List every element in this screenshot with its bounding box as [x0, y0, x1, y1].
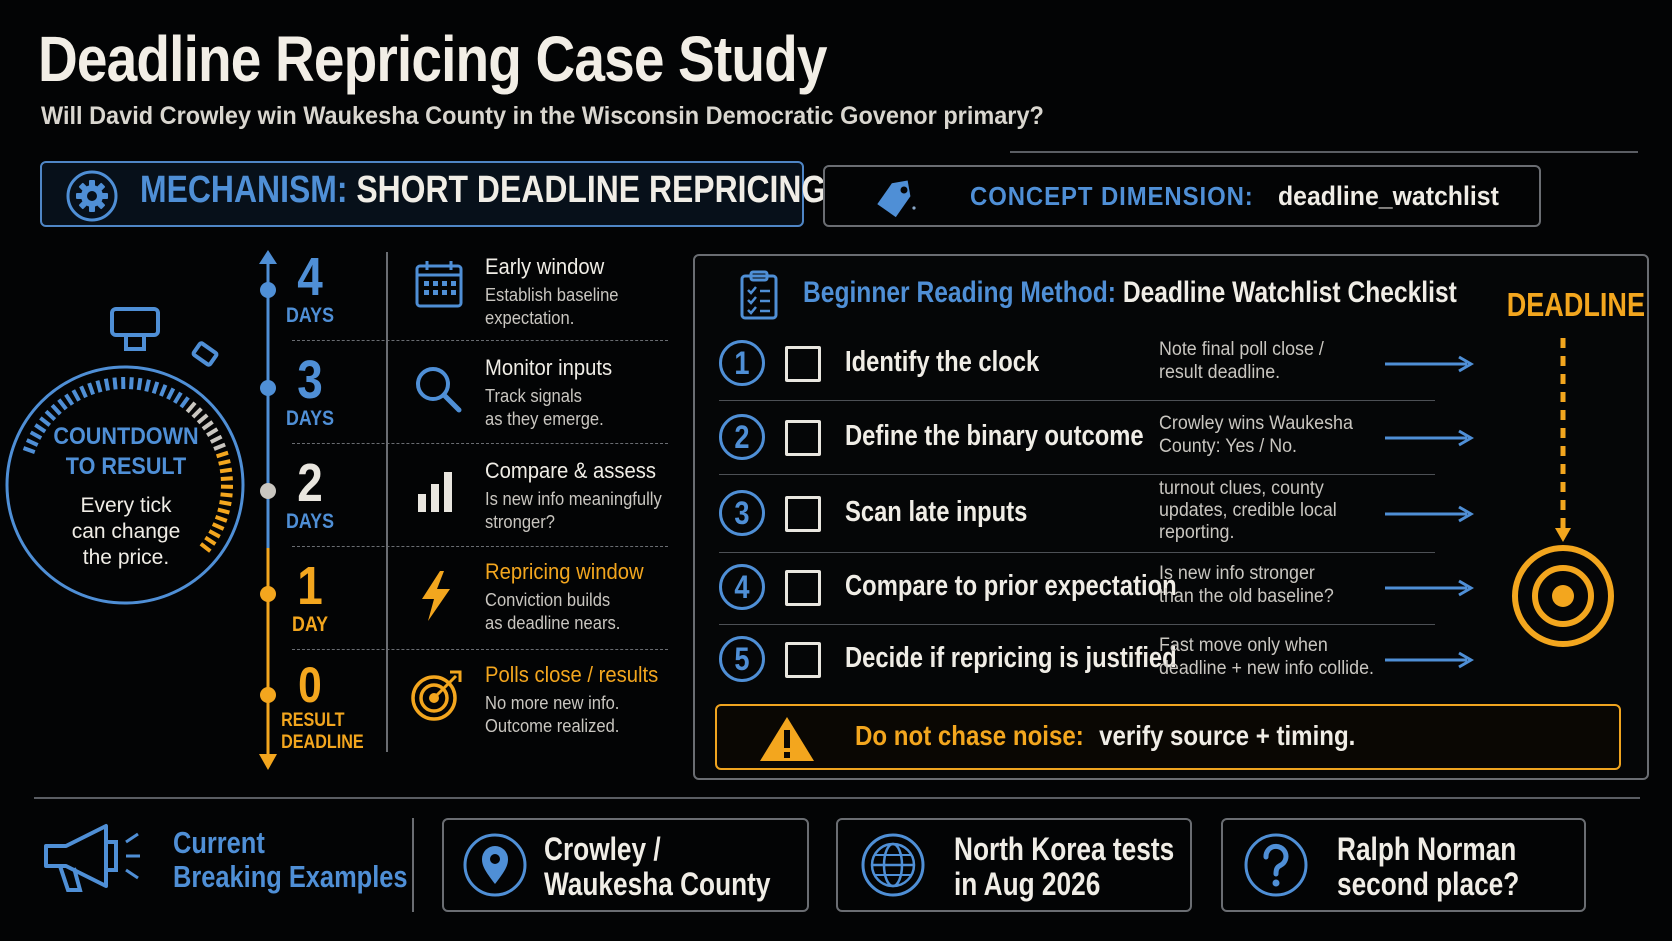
stopwatch-tick [146, 380, 149, 392]
step-number: 3 [734, 495, 750, 531]
page-subtitle: Will David Crowley win Waukesha County in the Wisconsin Democratic Govenor primary? [41, 102, 1044, 130]
clipboard-icon [739, 270, 779, 320]
example-card[interactable] [1221, 818, 1586, 912]
globe-icon [860, 832, 926, 898]
timeline-desc: Is new info meaningfully [485, 489, 662, 509]
megaphone-icon [40, 820, 144, 896]
stopwatch-tick [114, 378, 115, 390]
example-line2: in Aug 2026 [954, 866, 1101, 902]
step-note: Note final poll close / [1159, 339, 1324, 360]
checklist-divider [719, 400, 1435, 401]
lightning-icon [418, 569, 454, 623]
timeline-desc: expectation. [485, 308, 575, 328]
stopwatch-tick [59, 400, 66, 409]
mechanism-label: MECHANISM: [140, 169, 348, 211]
stopwatch-tick [52, 405, 60, 414]
example-line1: Ralph Norman [1337, 831, 1517, 867]
stopwatch-tick [81, 386, 86, 397]
concept-dimension-banner [823, 165, 1541, 227]
concept-value: deadline_watchlist [1278, 181, 1499, 211]
checklist-panel [693, 254, 1649, 780]
step-label: Define the binary outcome [845, 420, 1144, 452]
step-note: reporting. [1159, 522, 1235, 543]
arrow-right-icon [1385, 650, 1475, 670]
timeline-list [280, 248, 680, 758]
timeline-divider [292, 546, 668, 547]
timeline-heading: Monitor inputs [485, 355, 613, 380]
step-number: 4 [734, 569, 750, 605]
timeline-desc: as deadline nears. [485, 613, 621, 633]
checklist-item [715, 476, 1435, 550]
checklist-divider [719, 552, 1435, 553]
header-divider [1010, 151, 1638, 153]
stopwatch-tick [187, 403, 195, 412]
step-label: Decide if repricing is justified [845, 642, 1177, 674]
timeline-divider [292, 340, 668, 341]
example-line1: Crowley / [544, 831, 661, 867]
checklist-divider [719, 474, 1435, 475]
concept-label: CONCEPT DIMENSION: [970, 181, 1254, 211]
countdown-caption3: the price. [82, 546, 170, 569]
timeline-desc: stronger? [485, 512, 555, 532]
stopwatch-tick [66, 395, 73, 405]
examples-divider [412, 818, 414, 912]
step-note: turnout clues, county [1159, 478, 1324, 499]
timeline-row [280, 351, 680, 453]
example-line2: second place? [1337, 866, 1520, 902]
timeline-desc: Outcome realized. [485, 716, 620, 736]
arrow-right-icon [1385, 504, 1475, 524]
timeline-dot [260, 380, 276, 396]
timeline-desc: No more new info. [485, 693, 620, 713]
timeline-heading: Repricing window [485, 559, 644, 584]
countdown-line1: COUNTDOWN [53, 423, 199, 450]
stopwatch-tick [139, 378, 141, 390]
checkbox[interactable] [785, 346, 821, 382]
map-pin-icon [462, 832, 528, 898]
step-number: 1 [734, 345, 750, 381]
timeline-desc: Track signals [485, 386, 582, 406]
timeline-dot [260, 687, 276, 703]
countdown-caption2: can change [71, 520, 181, 543]
target-icon [410, 668, 464, 722]
timeline-heading: Compare & assess [485, 458, 656, 483]
timeline-unit: DAYS [286, 510, 334, 533]
timeline-heading: Polls close / results [485, 662, 659, 687]
timeline-heading: Early window [485, 254, 605, 279]
stopwatch-tick [46, 411, 55, 419]
calendar-icon [414, 260, 464, 308]
stopwatch-tick [175, 393, 181, 403]
timeline-desc: Establish baseline [485, 285, 619, 305]
checkbox[interactable] [785, 420, 821, 456]
timeline-number: 1 [297, 556, 323, 616]
checklist-item [715, 554, 1435, 624]
step-note: updates, credible local [1159, 500, 1337, 521]
step-note: Is new info stronger [1159, 563, 1315, 584]
stopwatch-tick [154, 382, 158, 393]
example-card[interactable] [836, 818, 1192, 912]
timeline-row [280, 454, 680, 556]
timeline-row [280, 557, 680, 659]
warning-value: verify source + timing. [1099, 720, 1356, 751]
arrow-right-icon [1385, 428, 1475, 448]
stopwatch-tick [89, 383, 93, 394]
checklist-item [715, 328, 1435, 400]
countdown-line2: TO RESULT [65, 453, 187, 480]
timeline-unit: DAY [291, 613, 329, 636]
stopwatch-tick [106, 379, 108, 391]
timeline-row [280, 657, 680, 762]
stopwatch-tick [73, 390, 79, 401]
stopwatch-tick [97, 381, 100, 393]
mechanism-value: SHORT DEADLINE REPRICING [356, 169, 827, 211]
checklist-item [715, 402, 1435, 474]
step-label: Compare to prior expectation [845, 570, 1177, 602]
timeline-unit: DAYS [286, 407, 334, 430]
timeline-unit: DEADLINE [281, 732, 364, 753]
gear-icon [64, 170, 120, 222]
timeline-unit: DAYS [286, 304, 334, 327]
timeline-divider [292, 443, 668, 444]
checklist-item [715, 626, 1435, 696]
tag-icon [873, 179, 917, 219]
timeline-dot [260, 282, 276, 298]
step-note: deadline + new info collide. [1159, 658, 1374, 679]
timeline-number: 0 [298, 657, 322, 713]
step-label: Scan late inputs [845, 496, 1028, 528]
step-note: County: Yes / No. [1159, 436, 1298, 457]
footer-divider [34, 797, 1640, 799]
checkbox[interactable] [785, 570, 821, 606]
step-label: Identify the clock [845, 346, 1040, 378]
question-icon [1243, 832, 1309, 898]
bar-chart-icon [416, 468, 456, 514]
checklist-title-label: Beginner Reading Method: [803, 276, 1116, 309]
checklist-title-value: Deadline Watchlist Checklist [1122, 276, 1457, 309]
step-note: result deadline. [1159, 362, 1281, 383]
example-card[interactable] [442, 818, 809, 912]
warning-banner [715, 704, 1621, 770]
arrow-right-icon [1385, 354, 1475, 374]
deadline-label: DEADLINE [1506, 286, 1646, 323]
deadline-target-graphic [1495, 332, 1635, 662]
stopwatch-tick [161, 385, 165, 396]
examples-heading-line1: Current [173, 825, 265, 860]
stopwatch-tick [168, 388, 173, 399]
step-note: Fast move only when [1159, 635, 1328, 656]
timeline-row [280, 248, 680, 350]
magnifier-icon [412, 363, 464, 415]
countdown-caption1: Every tick [80, 494, 172, 517]
checklist-divider [719, 624, 1435, 625]
examples-heading-line2: Breaking Examples [173, 859, 408, 894]
page-title: Deadline Repricing Case Study [38, 23, 827, 95]
warning-icon [757, 714, 817, 764]
timeline-unit: RESULT [281, 710, 345, 731]
step-note: Crowley wins Waukesha [1159, 413, 1353, 434]
example-line1: North Korea tests [954, 831, 1175, 867]
step-number: 2 [734, 419, 750, 455]
step-number: 5 [734, 641, 750, 677]
timeline-desc: as they emerge. [485, 409, 604, 429]
stopwatch-tick [193, 409, 201, 417]
countdown-stopwatch [10, 305, 250, 625]
arrow-right-icon [1385, 578, 1475, 598]
timeline-divider [292, 649, 668, 650]
checkbox[interactable] [785, 642, 821, 678]
mechanism-banner [40, 161, 827, 227]
timeline-dot [260, 483, 276, 499]
timeline-dot [260, 586, 276, 602]
timeline-number: 3 [297, 350, 323, 410]
timeline-number: 4 [297, 247, 323, 307]
example-line2: Waukesha County [544, 866, 771, 902]
timeline-number: 2 [297, 453, 323, 513]
stopwatch-tick [131, 377, 132, 389]
step-note: than the old baseline? [1159, 586, 1334, 607]
checkbox[interactable] [785, 496, 821, 532]
stopwatch-tick [181, 397, 188, 407]
timeline-desc: Conviction builds [485, 590, 611, 610]
warning-label: Do not chase noise: [855, 720, 1084, 751]
